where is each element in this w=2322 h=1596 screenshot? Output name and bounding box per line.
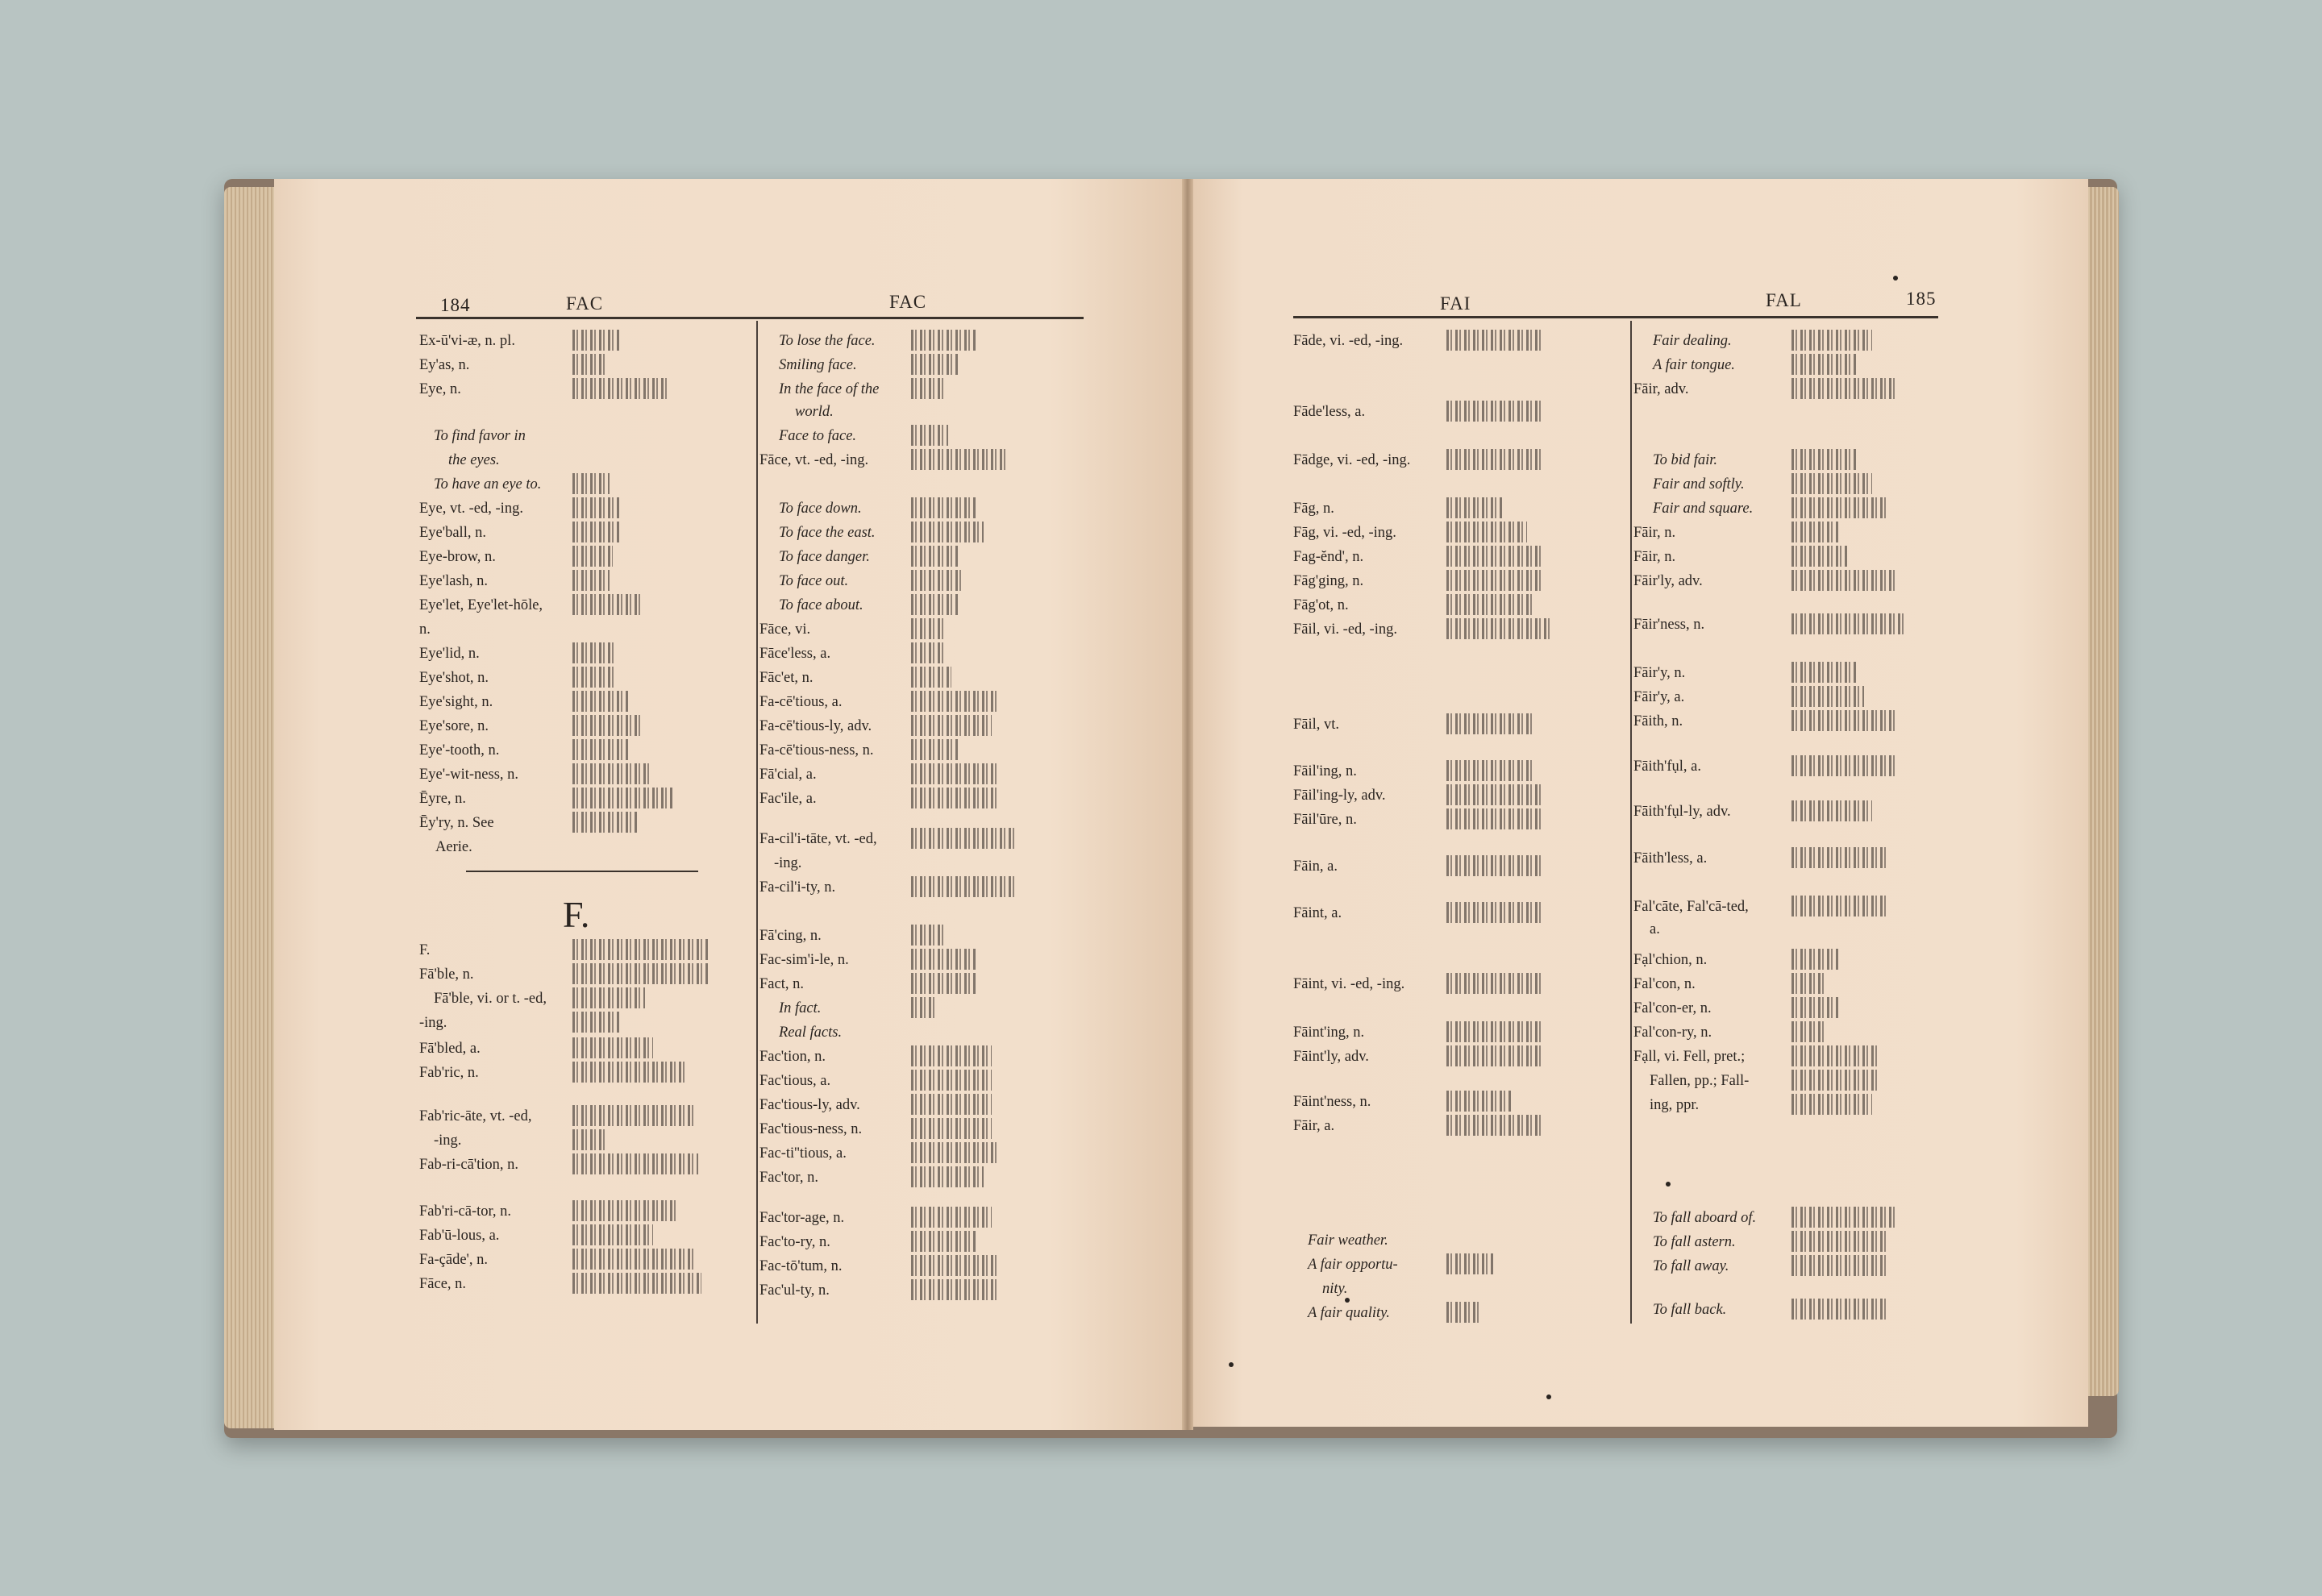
dictionary-entry: Fāde, vi. -ed, -ing. <box>1293 333 1404 349</box>
dictionary-entry: Fāce'less, a. <box>759 646 831 662</box>
japanese-gloss <box>1446 902 1543 923</box>
dictionary-entry: n. <box>419 621 431 638</box>
dictionary-entry: Fā'cing, n. <box>759 928 822 944</box>
dictionary-entry: Fab'ri-cā-tor, n. <box>419 1203 512 1220</box>
japanese-gloss <box>1446 808 1543 829</box>
dictionary-entry: To fall back. <box>1653 1302 1727 1318</box>
dictionary-entry: To face danger. <box>779 549 870 565</box>
dictionary-entry: Fāir, adv. <box>1633 381 1689 397</box>
dictionary-entry: Fal'con-ry, n. <box>1633 1025 1712 1041</box>
header-rule-right <box>1293 316 1938 318</box>
japanese-gloss <box>911 1231 976 1252</box>
dictionary-entry: Fāil, vt. <box>1293 717 1340 733</box>
japanese-gloss <box>1791 973 1824 994</box>
page-number-left: 184 <box>440 295 471 315</box>
dictionary-entry: Fāint, a. <box>1293 905 1342 921</box>
dictionary-entry: Ex-ū'vi-æ, n. pl. <box>419 333 515 349</box>
ink-speck <box>1893 276 1898 281</box>
column-divider-left <box>756 321 758 1324</box>
japanese-gloss <box>572 987 645 1008</box>
dictionary-entry: Fac-ti''tious, a. <box>759 1145 847 1162</box>
japanese-gloss <box>572 497 621 518</box>
dictionary-entry: -ing. <box>419 1015 447 1031</box>
japanese-gloss <box>572 522 621 542</box>
japanese-gloss <box>572 1012 621 1033</box>
dictionary-entry: the eyes. <box>448 452 500 468</box>
dictionary-entry: Fāith'less, a. <box>1633 850 1708 867</box>
dictionary-entry: Eye'sight, n. <box>419 694 493 710</box>
japanese-gloss <box>572 1129 605 1150</box>
dictionary-entry: To face down. <box>779 501 862 517</box>
japanese-gloss <box>911 1118 992 1139</box>
japanese-gloss <box>911 378 943 399</box>
japanese-gloss <box>1791 1070 1880 1091</box>
japanese-gloss <box>1791 354 1856 375</box>
dictionary-entry: Fac'to-ry, n. <box>759 1234 830 1250</box>
header-rule-left <box>416 317 1084 319</box>
dictionary-entry: a. <box>1650 921 1660 937</box>
japanese-gloss <box>1791 949 1840 970</box>
japanese-gloss <box>911 594 959 615</box>
japanese-gloss <box>911 1255 1000 1276</box>
dictionary-entry: Fac'tor-age, n. <box>759 1210 845 1226</box>
dictionary-entry: ing, ppr. <box>1650 1097 1700 1113</box>
dictionary-entry: To lose the face. <box>779 333 876 349</box>
japanese-gloss <box>1446 497 1503 518</box>
japanese-gloss <box>1791 997 1840 1018</box>
dictionary-entry: Fāde'less, a. <box>1293 404 1366 420</box>
japanese-gloss <box>911 1094 992 1115</box>
dictionary-entry: To face about. <box>779 597 863 613</box>
japanese-gloss <box>572 1273 701 1294</box>
dictionary-entry: Fạll, vi. Fell, pret.; <box>1633 1049 1746 1065</box>
japanese-gloss <box>911 522 984 542</box>
dictionary-entry: Fāint'ly, adv. <box>1293 1049 1369 1065</box>
dictionary-entry: Eye'lid, n. <box>419 646 480 662</box>
japanese-gloss <box>911 667 951 688</box>
dictionary-entry: A fair tongue. <box>1653 357 1735 373</box>
dictionary-entry: Eye, n. <box>419 381 461 397</box>
japanese-gloss <box>911 618 943 639</box>
ink-speck <box>1345 1298 1350 1303</box>
japanese-gloss <box>1791 800 1872 821</box>
dictionary-entry: Fāg, vi. -ed, -ing. <box>1293 525 1396 541</box>
japanese-gloss <box>1791 449 1856 470</box>
dictionary-entry: Eye'lash, n. <box>419 573 489 589</box>
japanese-gloss <box>1446 1045 1543 1066</box>
japanese-gloss <box>572 1153 698 1174</box>
dictionary-entry: Fāint'ing, n. <box>1293 1025 1365 1041</box>
dictionary-entry: Eye-brow, n. <box>419 549 496 565</box>
japanese-gloss <box>911 1279 1000 1300</box>
japanese-gloss <box>1446 618 1551 639</box>
page-number-right: 185 <box>1906 289 1937 309</box>
running-head-right-center: FAL <box>1766 290 1802 310</box>
dictionary-entry: Fac'ul-ty, n. <box>759 1282 830 1299</box>
japanese-gloss <box>1791 1094 1872 1115</box>
japanese-gloss <box>572 473 610 494</box>
dictionary-entry: To fall away. <box>1653 1258 1729 1274</box>
dictionary-entry: Fal'con-er, n. <box>1633 1000 1712 1016</box>
dictionary-entry: Smiling face. <box>779 357 857 373</box>
japanese-gloss <box>572 1200 677 1221</box>
japanese-gloss <box>911 1207 992 1228</box>
japanese-gloss <box>1791 847 1888 868</box>
japanese-gloss <box>1791 330 1872 351</box>
dictionary-entry: Eye'let, Eye'let-hōle, <box>419 597 543 613</box>
dictionary-entry: Fāg, n. <box>1293 501 1334 517</box>
japanese-gloss <box>1791 378 1896 399</box>
dictionary-entry: world. <box>795 404 834 420</box>
japanese-gloss <box>572 354 605 375</box>
japanese-gloss <box>1446 401 1543 422</box>
japanese-gloss <box>572 939 710 960</box>
japanese-gloss <box>572 546 613 567</box>
dictionary-entry: Fa-cē'tious-ness, n. <box>759 742 874 759</box>
japanese-gloss <box>572 378 669 399</box>
japanese-gloss <box>1446 546 1543 567</box>
japanese-gloss <box>1791 662 1856 683</box>
dictionary-entry: Fāith'fụl, a. <box>1633 759 1701 775</box>
japanese-gloss <box>911 973 976 994</box>
dictionary-entry: Eye'-wit-ness, n. <box>419 767 519 783</box>
dictionary-entry: Fāg'ot, n. <box>1293 597 1349 613</box>
dictionary-entry: Fāint'ness, n. <box>1293 1094 1371 1110</box>
japanese-gloss <box>1446 760 1535 781</box>
dictionary-entry: Fāir'y, a. <box>1633 689 1685 705</box>
dictionary-entry: Fa-cil'i-tāte, vt. -ed, <box>759 831 877 847</box>
japanese-gloss <box>572 763 650 784</box>
dictionary-entry: Aerie. <box>435 839 472 855</box>
japanese-gloss <box>1791 1299 1888 1320</box>
dictionary-entry: Fāin, a. <box>1293 858 1338 875</box>
dictionary-entry: Fac'ile, a. <box>759 791 817 807</box>
dictionary-entry: Fāir, n. <box>1633 549 1676 565</box>
japanese-gloss <box>1446 594 1535 615</box>
dictionary-entry: nity. <box>1322 1281 1348 1297</box>
dictionary-entry: Ēy'ry, n. See <box>419 815 494 831</box>
dictionary-entry: To find favor in <box>434 428 526 444</box>
japanese-gloss <box>1446 855 1543 876</box>
dictionary-entry: Eye, vt. -ed, -ing. <box>419 501 523 517</box>
japanese-gloss <box>911 497 976 518</box>
dictionary-entry: Fal'con, n. <box>1633 976 1696 992</box>
japanese-gloss <box>572 570 610 591</box>
japanese-gloss <box>1446 1253 1495 1274</box>
dictionary-entry: To face the east. <box>779 525 876 541</box>
dictionary-entry: Fac'tious-ness, n. <box>759 1121 863 1137</box>
japanese-gloss <box>572 812 637 833</box>
dictionary-entry: Fāil, vi. -ed, -ing. <box>1293 621 1397 638</box>
japanese-gloss <box>1791 473 1872 494</box>
dictionary-entry: To fall astern. <box>1653 1234 1736 1250</box>
japanese-gloss <box>1446 570 1543 591</box>
dictionary-entry: Face to face. <box>779 428 857 444</box>
dictionary-entry: Fac-sim'i-le, n. <box>759 952 849 968</box>
dictionary-entry: Fa-çāde', n. <box>419 1252 489 1268</box>
dictionary-entry: Fag-ĕnd', n. <box>1293 549 1364 565</box>
japanese-gloss <box>911 1045 992 1066</box>
dictionary-entry: Fāce, vt. -ed, -ing. <box>759 452 869 468</box>
dictionary-entry: Fal'cāte, Fal'cā-ted, <box>1633 899 1749 915</box>
dictionary-entry: Fāc'et, n. <box>759 670 814 686</box>
dictionary-entry: Fāith, n. <box>1633 713 1683 729</box>
japanese-gloss <box>1791 613 1904 634</box>
dictionary-entry: Fab-ri-cā'tion, n. <box>419 1157 519 1173</box>
section-letter-f: F. <box>563 894 590 935</box>
japanese-gloss <box>911 763 1000 784</box>
japanese-gloss <box>1791 755 1896 776</box>
japanese-gloss <box>911 876 1016 897</box>
japanese-gloss <box>572 642 614 663</box>
japanese-gloss <box>1791 1045 1880 1066</box>
book-gutter <box>1182 179 1193 1430</box>
dictionary-entry: To have an eye to. <box>434 476 542 493</box>
japanese-gloss <box>572 788 674 808</box>
dictionary-entry: Fāil'ing, n. <box>1293 763 1357 779</box>
dictionary-entry: Fāir, n. <box>1633 525 1676 541</box>
dictionary-entry: Eye'sore, n. <box>419 718 489 734</box>
japanese-gloss <box>1446 1115 1543 1136</box>
dictionary-entry: Fair weather. <box>1308 1232 1388 1249</box>
japanese-gloss <box>572 1062 685 1083</box>
dictionary-entry: Fāir, a. <box>1293 1118 1335 1134</box>
dictionary-entry: Fac'tious-ly, adv. <box>759 1097 860 1113</box>
dictionary-entry: Fāir'y, n. <box>1633 665 1686 681</box>
dictionary-entry: Fact, n. <box>759 976 804 992</box>
japanese-gloss <box>911 546 959 567</box>
japanese-gloss <box>1791 522 1840 542</box>
japanese-gloss <box>1446 713 1535 734</box>
dictionary-entry: To fall aboard of. <box>1653 1210 1757 1226</box>
dictionary-entry: Fac'tor, n. <box>759 1170 818 1186</box>
japanese-gloss <box>1446 449 1543 470</box>
dictionary-entry: Fab'ric-āte, vt. -ed, <box>419 1108 532 1124</box>
japanese-gloss <box>1446 1302 1479 1323</box>
dictionary-entry: -ing. <box>774 855 802 871</box>
dictionary-entry: Fab'ū-lous, a. <box>419 1228 500 1244</box>
japanese-gloss <box>1446 1021 1543 1042</box>
ink-speck <box>1666 1182 1671 1187</box>
dictionary-entry: Ēyre, n. <box>419 791 467 807</box>
japanese-gloss <box>572 594 642 615</box>
dictionary-entry: Fa-cil'i-ty, n. <box>759 879 836 896</box>
ink-speck <box>1546 1394 1551 1399</box>
dictionary-entry: Fa-cē'tious, a. <box>759 694 843 710</box>
dictionary-entry: Fạl'chion, n. <box>1633 952 1708 968</box>
japanese-gloss <box>911 570 964 591</box>
japanese-gloss <box>1791 1207 1896 1228</box>
japanese-gloss <box>911 1070 992 1091</box>
dictionary-entry: Fāce, n. <box>419 1276 467 1292</box>
dictionary-entry: Ey'as, n. <box>419 357 470 373</box>
dictionary-entry: Fāg'ging, n. <box>1293 573 1364 589</box>
japanese-gloss <box>572 330 621 351</box>
dictionary-entry: Fādge, vi. -ed, -ing. <box>1293 452 1411 468</box>
section-divider <box>466 871 698 872</box>
japanese-gloss <box>572 963 710 984</box>
dictionary-entry: Fair and softly. <box>1653 476 1745 493</box>
japanese-gloss <box>572 1105 693 1126</box>
japanese-gloss <box>911 739 959 760</box>
japanese-gloss <box>572 691 629 712</box>
dictionary-entry: Fallen, pp.; Fall- <box>1650 1073 1750 1089</box>
japanese-gloss <box>572 715 640 736</box>
japanese-gloss <box>911 691 1000 712</box>
japanese-gloss <box>1446 784 1543 805</box>
japanese-gloss <box>1791 1021 1824 1042</box>
japanese-gloss <box>911 828 1016 849</box>
japanese-gloss <box>572 739 629 760</box>
japanese-gloss <box>572 667 616 688</box>
running-head-left-center: FAC <box>889 292 927 312</box>
japanese-gloss <box>1446 522 1527 542</box>
dictionary-entry: Fā'cial, a. <box>759 767 817 783</box>
dictionary-entry: Fāce, vi. <box>759 621 811 638</box>
japanese-gloss <box>911 354 959 375</box>
dictionary-entry: Fāint, vi. -ed, -ing. <box>1293 976 1405 992</box>
dictionary-entry: To face out. <box>779 573 849 589</box>
dictionary-entry: Eye'-tooth, n. <box>419 742 500 759</box>
dictionary-entry: F. <box>419 942 431 958</box>
ink-speck <box>1229 1362 1234 1367</box>
japanese-gloss <box>1791 710 1896 731</box>
japanese-gloss <box>911 425 948 446</box>
japanese-gloss <box>1791 570 1896 591</box>
japanese-gloss <box>911 449 1008 470</box>
japanese-gloss <box>911 642 943 663</box>
left-page <box>274 179 1187 1430</box>
running-head-right: FAI <box>1440 293 1471 314</box>
dictionary-entry: Fac-tō'tum, n. <box>759 1258 843 1274</box>
dictionary-entry: Fab'ric, n. <box>419 1065 479 1081</box>
dictionary-entry: Fac'tious, a. <box>759 1073 831 1089</box>
dictionary-entry: Eye'shot, n. <box>419 670 489 686</box>
dictionary-entry: Fā'bled, a. <box>419 1041 481 1057</box>
japanese-gloss <box>572 1249 693 1270</box>
dictionary-entry: Fair and square. <box>1653 501 1754 517</box>
japanese-gloss <box>572 1224 653 1245</box>
japanese-gloss <box>572 1037 653 1058</box>
dictionary-entry: -ing. <box>434 1133 462 1149</box>
dictionary-entry: Fāir'ly, adv. <box>1633 573 1703 589</box>
japanese-gloss <box>911 925 943 946</box>
dictionary-entry: Fac'tion, n. <box>759 1049 826 1065</box>
japanese-gloss <box>911 997 935 1018</box>
dictionary-entry: Fā'ble, vi. or t. -ed, <box>434 991 547 1007</box>
dictionary-entry: To bid fair. <box>1653 452 1718 468</box>
dictionary-entry: Fāil'ūre, n. <box>1293 812 1357 828</box>
japanese-gloss <box>911 715 992 736</box>
japanese-gloss <box>911 330 976 351</box>
dictionary-entry: In the face of the <box>779 381 880 397</box>
column-divider-right <box>1630 321 1632 1324</box>
dictionary-entry: Fāil'ing-ly, adv. <box>1293 788 1386 804</box>
dictionary-entry: Fa-cē'tious-ly, adv. <box>759 718 872 734</box>
japanese-gloss <box>1791 1231 1888 1252</box>
japanese-gloss <box>1791 546 1848 567</box>
japanese-gloss <box>1791 1255 1888 1276</box>
japanese-gloss <box>911 788 1000 808</box>
dictionary-entry: A fair opportu- <box>1308 1257 1398 1273</box>
dictionary-entry: Eye'ball, n. <box>419 525 486 541</box>
japanese-gloss <box>1446 330 1543 351</box>
japanese-gloss <box>911 949 976 970</box>
dictionary-entry: A fair quality. <box>1308 1305 1390 1321</box>
japanese-gloss <box>1791 497 1888 518</box>
japanese-gloss <box>1446 1091 1511 1112</box>
running-head-left: FAC <box>566 293 604 314</box>
japanese-gloss <box>911 1142 1000 1163</box>
dictionary-entry: Fā'ble, n. <box>419 966 474 983</box>
dictionary-entry: Fair dealing. <box>1653 333 1732 349</box>
dictionary-entry: In fact. <box>779 1000 822 1016</box>
japanese-gloss <box>1791 896 1888 916</box>
dictionary-entry: Fāith'fụl-ly, adv. <box>1633 804 1731 820</box>
japanese-gloss <box>1791 686 1864 707</box>
dictionary-entry: Fāir'ness, n. <box>1633 617 1705 633</box>
japanese-gloss <box>1446 973 1543 994</box>
dictionary-entry: Real facts. <box>779 1025 843 1041</box>
japanese-gloss <box>911 1166 984 1187</box>
